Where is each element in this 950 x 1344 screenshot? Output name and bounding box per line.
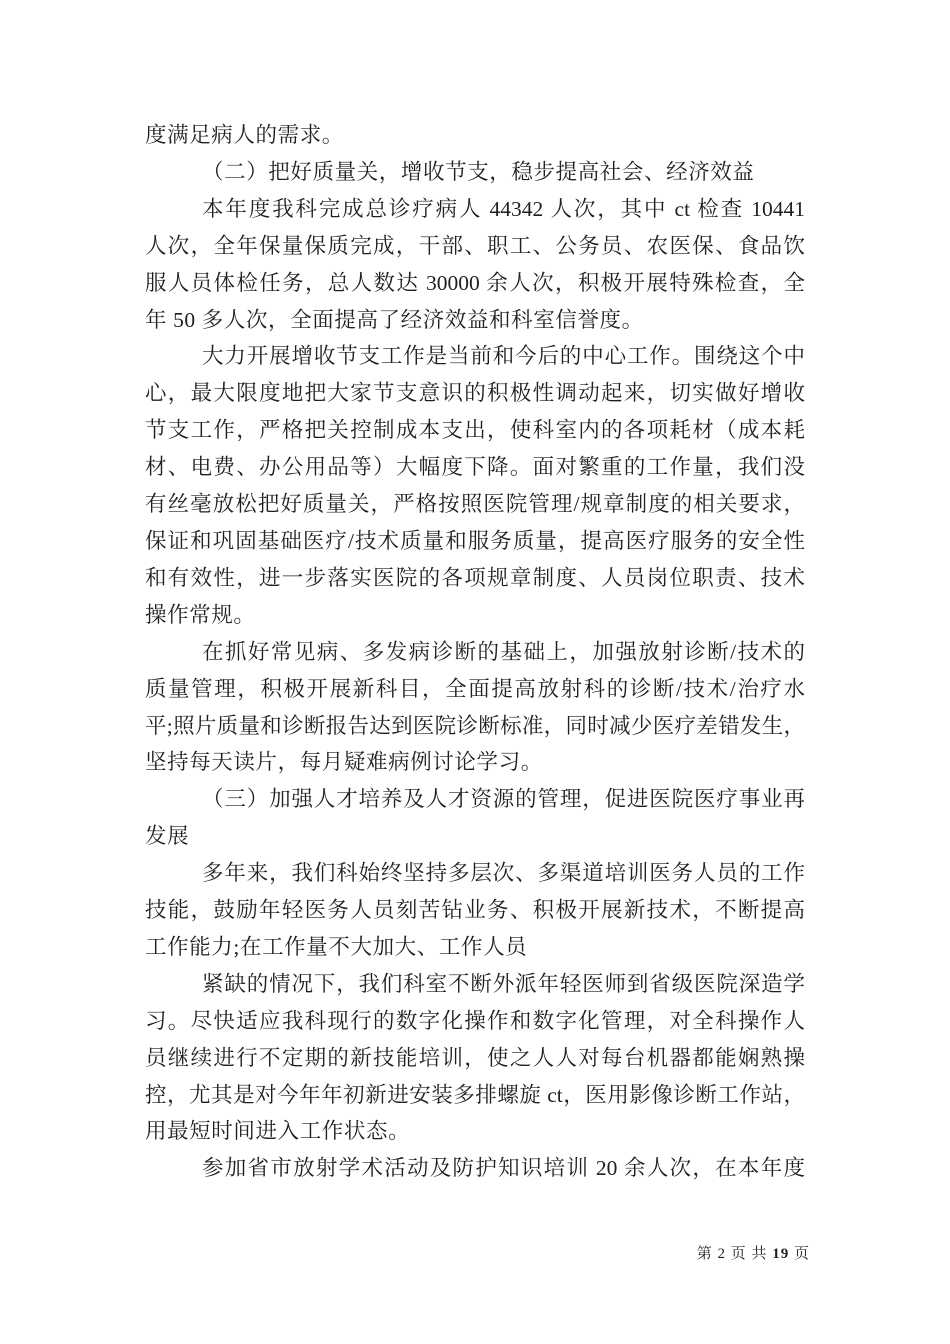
footer-suffix-label: 页	[789, 1246, 810, 1262]
total-page-number: 19	[772, 1246, 790, 1262]
text-line: 服人员体检任务，总人数达 30000 余人次，积极开展特殊检查，全	[145, 270, 805, 295]
text-line: 习。尽快适应我科现行的数字化操作和数字化管理，对全科操作人	[145, 1008, 805, 1033]
text-line: 人次，全年保量保质完成，干部、职工、公务员、农医保、食品饮	[145, 233, 805, 258]
text-line: 材、电费、办公用品等）大幅度下降。面对繁重的工作量，我们没	[145, 455, 805, 480]
text-line: 质量管理，积极开展新科目，全面提高放射科的诊断/技术/治疗水	[145, 676, 805, 701]
current-page-number: 2	[717, 1246, 726, 1262]
text-line: （二）把好质量关，增收节支，稳步提高社会、经济效益	[202, 159, 755, 184]
text-line: 年 50 多人次，全面提高了经济效益和科室信誉度。	[145, 307, 644, 332]
footer-infix-label: 页 共	[725, 1246, 773, 1262]
text-line: 和有效性，进一步落实医院的各项规章制度、人员岗位职责、技术	[145, 565, 805, 590]
page-footer	[697, 1243, 810, 1265]
text-line: 保证和巩固基础医疗/技术质量和服务质量，提高医疗服务的安全性	[145, 528, 805, 553]
text-line: 操作常规。	[145, 602, 256, 627]
text-line: 发展	[145, 824, 190, 849]
text-line: 紧缺的情况下，我们科室不断外派年轻医师到省级医院深造学	[202, 971, 805, 996]
text-line: 工作能力;在工作量不大加大、工作人员	[145, 934, 528, 959]
text-line: 本年度我科完成总诊疗病人 44342 人次，其中 ct 检查 10441	[202, 196, 805, 221]
document-body	[145, 117, 805, 1187]
text-line: 技能，鼓励年轻医务人员刻苦钻业务、积极开展新技术，不断提高	[145, 898, 805, 923]
text-line: 员继续进行不定期的新技能培训，使之人人对每台机器都能娴熟操	[145, 1045, 805, 1070]
text-line: 控，尤其是对今年年初新进安装多排螺旋 ct，医用影像诊断工作站，	[145, 1082, 805, 1107]
text-line: 坚持每天读片，每月疑难病例讨论学习。	[145, 750, 543, 775]
text-line: 平;照片质量和诊断报告达到医院诊断标准，同时减少医疗差错发生，	[145, 713, 805, 738]
text-line: 在抓好常见病、多发病诊断的基础上，加强放射诊断/技术的	[202, 639, 805, 664]
text-line: 多年来，我们科始终坚持多层次、多渠道培训医务人员的工作	[202, 861, 805, 886]
text-line: 参加省市放射学术活动及防护知识培训 20 余人次，在本年度	[202, 1156, 805, 1181]
footer-prefix-label: 第	[696, 1246, 718, 1262]
text-line: 用最短时间进入工作状态。	[145, 1119, 411, 1144]
text-line: 大力开展增收节支工作是当前和今后的中心工作。围绕这个中	[202, 344, 805, 369]
text-line: 心，最大限度地把大家节支意识的积极性调动起来，切实做好增收	[145, 381, 805, 406]
text-line: 有丝毫放松把好质量关，严格按照医院管理/规章制度的相关要求，	[145, 492, 805, 517]
text-line: （三）加强人才培养及人才资源的管理，促进医院医疗事业再	[202, 787, 805, 812]
text-line: 度满足病人的需求。	[145, 123, 344, 147]
text-line: 节支工作，严格把关控制成本支出，使科室内的各项耗材（成本耗	[145, 418, 805, 443]
